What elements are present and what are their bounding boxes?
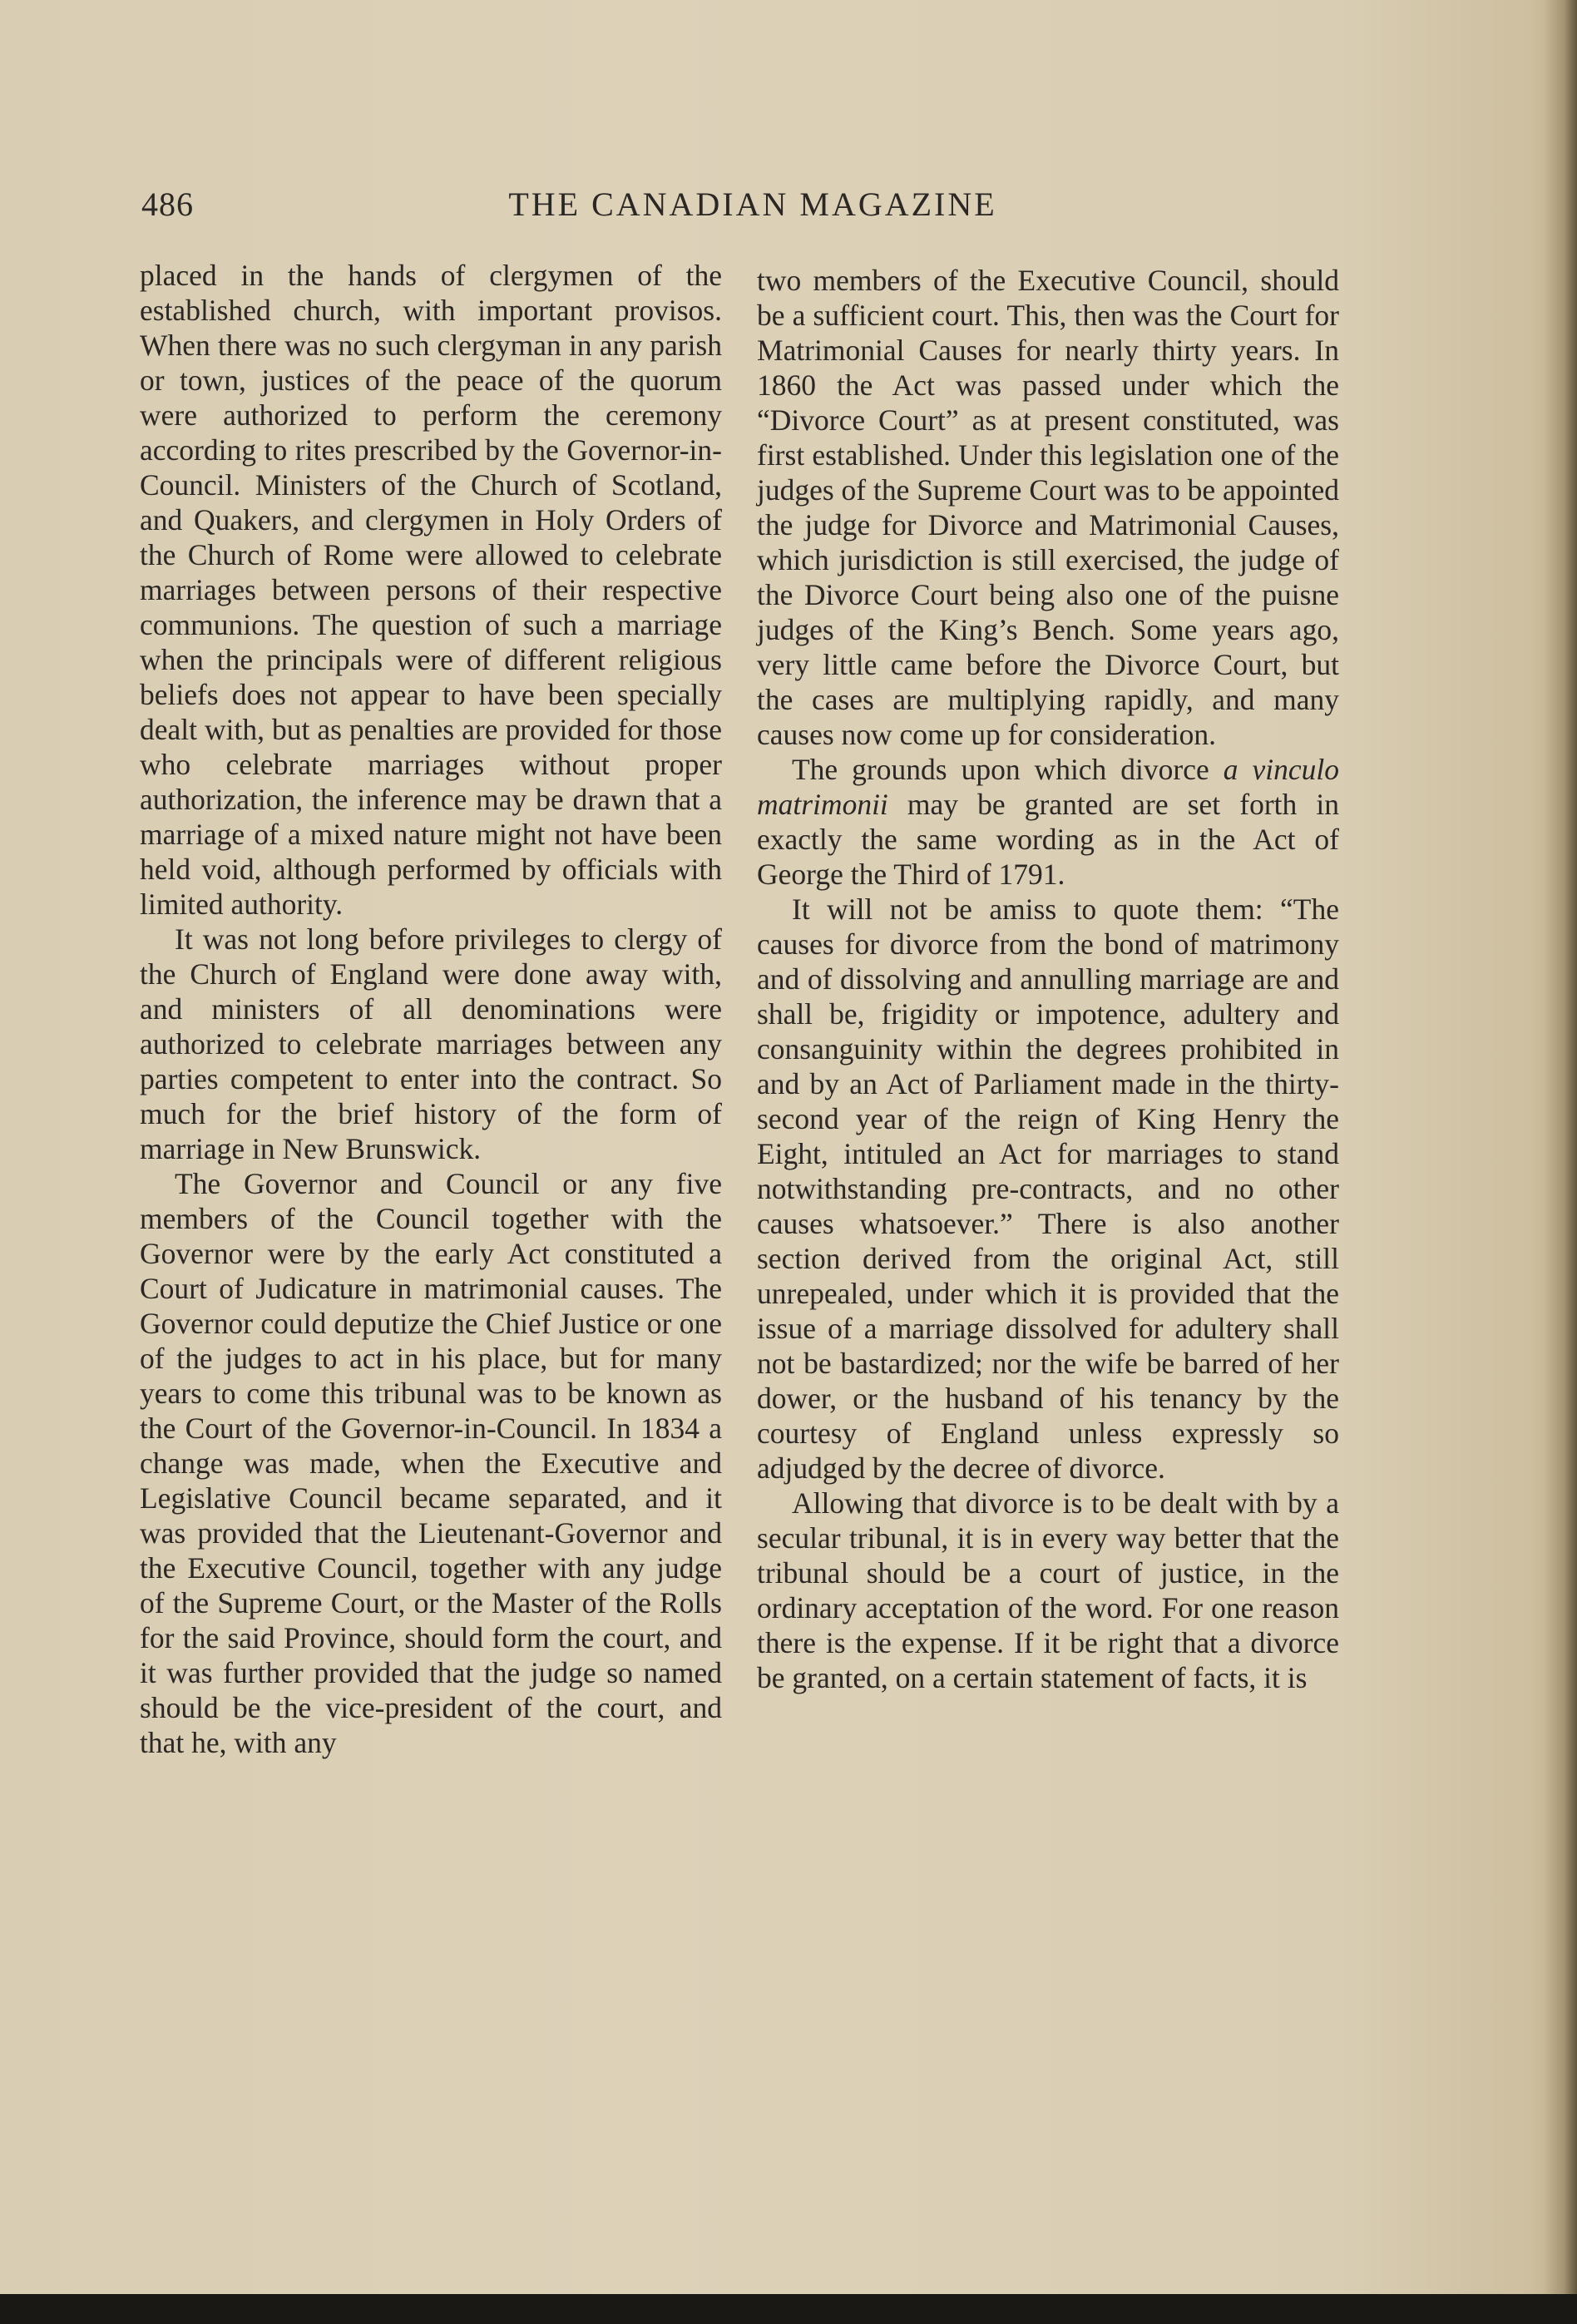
text-run: The grounds upon which divorce [792, 753, 1224, 786]
scan-bottom-border [0, 2294, 1577, 2324]
paragraph: The Governor and Council or any five members of the Council together with the Governor were by the early Act constituted a Court of Judicature in matrimonial causes. The Governor could deputize the Chief Justice or one of the judges to act in his place, but for many years to come this tribunal was to be known as the Court of the Governor-in-Council. In 1834 a change was made, when the Executive and Legislative Council became separated, and it was provided that the Lieutenant-Governor and the Executive Council, together with any judge of the Supreme Court, or the Master of the Rolls for the said Province, should form the court, and it was further provided that the judge so named should be the vice-president of the court, and that he, with any [140, 1167, 722, 1759]
paragraph: It was not long before privileges to clergy of the Church of England were done away with, and ministers of all denominations were authorized to celebrate marriages between any parties competent to enter into the contract. So much for the brief history of the form of marriage in New Brunswick. [140, 922, 722, 1165]
paragraph: It will not be amiss to quote them: “The causes for divorce from the bond of matrimony and of dissolving and annulling marriage are and shall be, frigidity or impotence, adultery and consanguinity within the degrees prohibited in and by an Act of Parliament made in the thirty-second year of the reign of King Henry the Eight, intituled an Act for marriages to stand notwithstanding pre-contracts, and no other causes whatsoever.” There is also another section derived from the original Act, still unrepealed, under which it is provided that the issue of a marriage dissolved for adultery shall not be bastardized; nor the wife be barred of her dower, or the husband of his tenancy by the courtesy of England unless expressly so adjudged by the decree of divorce. [757, 893, 1339, 1485]
paragraph: Allowing that divorce is to be dealt with by a secular tribunal, it is in every way better that the tribunal should be a court of justice, in the ordinary acceptation of the word. For one reason there is the expense. If it be right that a divorce be granted, on a certain statement of facts, it is [757, 1486, 1339, 1694]
page-edge-shadow [1544, 0, 1577, 2324]
text-run: may be granted are set forth in exactly the same wording as in the Act of George the Third of 1791. [757, 788, 1339, 891]
left-column [140, 258, 722, 1760]
running-title: THE CANADIAN MAGAZINE [508, 185, 997, 223]
paragraph: placed in the hands of clergymen of the established church, with important provisos. When there was no such clergyman in any parish or town, justices of the peace of the quorum were authorized to perform the ceremony according to rites prescribed by the Governor-in-Council. Ministers of the Church of Scotland, and Quakers, and clergymen in Holy Orders of the Church of Rome were allowed to celebrate marriages between persons of their respective communions. The question of such a marriage when the principals were of different religious beliefs does not appear to have been specially dealt with, but as penalties are provided for those who celebrate marriages without proper authorization, the inference may be drawn that a marriage of a mixed nature might not have been held void, although performed by officials with limited authority. [140, 259, 722, 921]
latin-phrase: a vinculo matrimonii [757, 753, 1339, 821]
paragraph: two members of the Executive Council, should be a sufficient court. This, then was the Court for Matrimonial Causes for nearly thirty years. In 1860 the Act was passed under which the “Divorce Court” as at present constituted, was first established. Under this legislation one of the judges of the Supreme Court was to be appointed the judge for Divorce and Matrimonial Causes, which jurisdiction is still exercised, the judge of the Divorce Court being also one of the puisne judges of the King’s Bench. Some years ago, very little came before the Divorce Court, but the cases are multiplying rapidly, and many causes now come up for consideration. [757, 264, 1339, 751]
page-number: 486 [141, 185, 194, 223]
right-column [757, 263, 1339, 1695]
page-header [141, 185, 1364, 235]
paragraph [757, 752, 1339, 892]
